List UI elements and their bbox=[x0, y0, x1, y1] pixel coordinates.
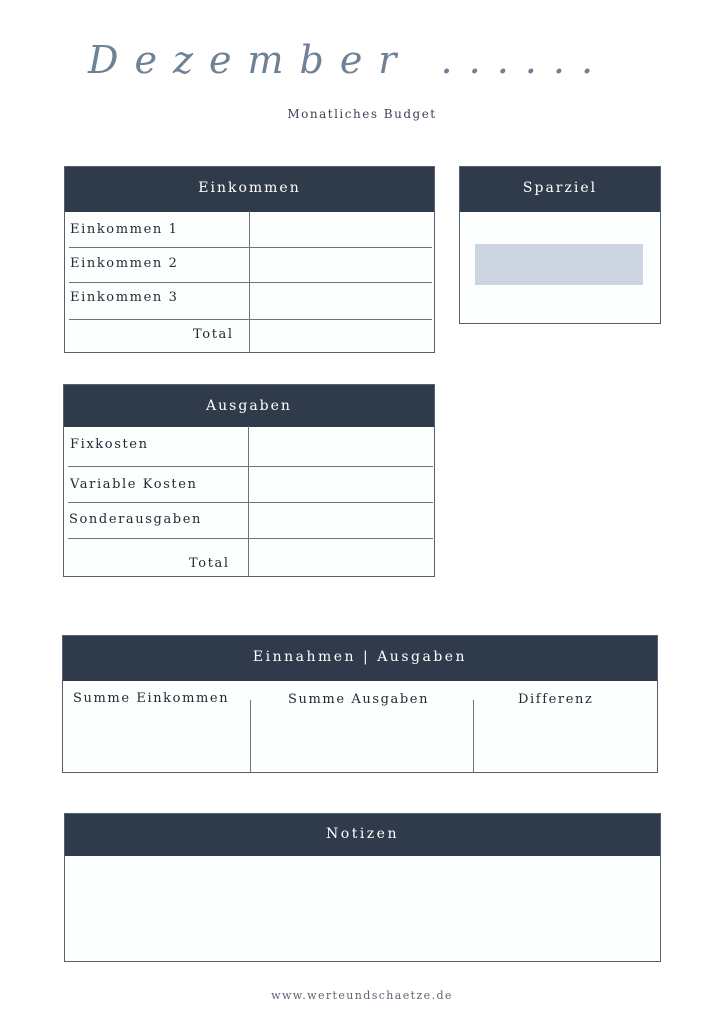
differenz-cell[interactable] bbox=[475, 712, 656, 772]
ausgaben-value-cell[interactable] bbox=[250, 427, 433, 465]
einkommen-row-label: Einkommen 1 bbox=[70, 222, 179, 237]
ausgaben-value-cell[interactable] bbox=[250, 503, 433, 537]
bilanz-column-label: Summe Einkommen bbox=[73, 691, 230, 706]
sparziel-heading: Sparziel bbox=[460, 167, 660, 212]
notizen-heading: Notizen bbox=[65, 814, 660, 856]
ausgaben-heading: Ausgaben bbox=[64, 385, 434, 427]
bilanz-divider bbox=[473, 700, 474, 772]
ausgaben-row-label: Variable Kosten bbox=[70, 477, 198, 492]
ausgaben-total-cell[interactable] bbox=[250, 539, 433, 576]
ausgaben-value-cell[interactable] bbox=[250, 467, 433, 501]
summe-einkommen-cell[interactable] bbox=[64, 712, 249, 772]
einkommen-value-cell[interactable] bbox=[251, 283, 432, 318]
ausgaben-row-label: Sonderausgaben bbox=[69, 512, 202, 527]
bilanz-column-label: Differenz bbox=[518, 692, 594, 707]
einkommen-value-cell[interactable] bbox=[251, 212, 432, 246]
einkommen-row-label: Einkommen 2 bbox=[70, 256, 179, 271]
sparziel-field[interactable] bbox=[475, 244, 643, 285]
page-subtitle: Monatliches Budget bbox=[287, 107, 437, 121]
ausgaben-row-label: Fixkosten bbox=[70, 437, 149, 452]
notizen-field[interactable] bbox=[65, 856, 660, 961]
ausgaben-divider bbox=[248, 426, 249, 576]
page-title: Dezember ...... bbox=[88, 38, 610, 82]
bilanz-divider bbox=[250, 700, 251, 772]
einkommen-value-cell[interactable] bbox=[251, 248, 432, 281]
ausgaben-total-label: Total bbox=[189, 556, 230, 571]
einkommen-total-label: Total bbox=[193, 327, 234, 342]
einkommen-total-cell[interactable] bbox=[251, 320, 432, 352]
footer-url: www.werteundschaetze.de bbox=[271, 989, 453, 1002]
bilanz-column-label: Summe Ausgaben bbox=[288, 692, 430, 707]
summe-ausgaben-cell[interactable] bbox=[252, 712, 472, 772]
einkommen-heading: Einkommen bbox=[65, 167, 434, 212]
einkommen-row-label: Einkommen 3 bbox=[70, 290, 179, 305]
bilanz-heading: Einnahmen | Ausgaben bbox=[63, 636, 657, 681]
